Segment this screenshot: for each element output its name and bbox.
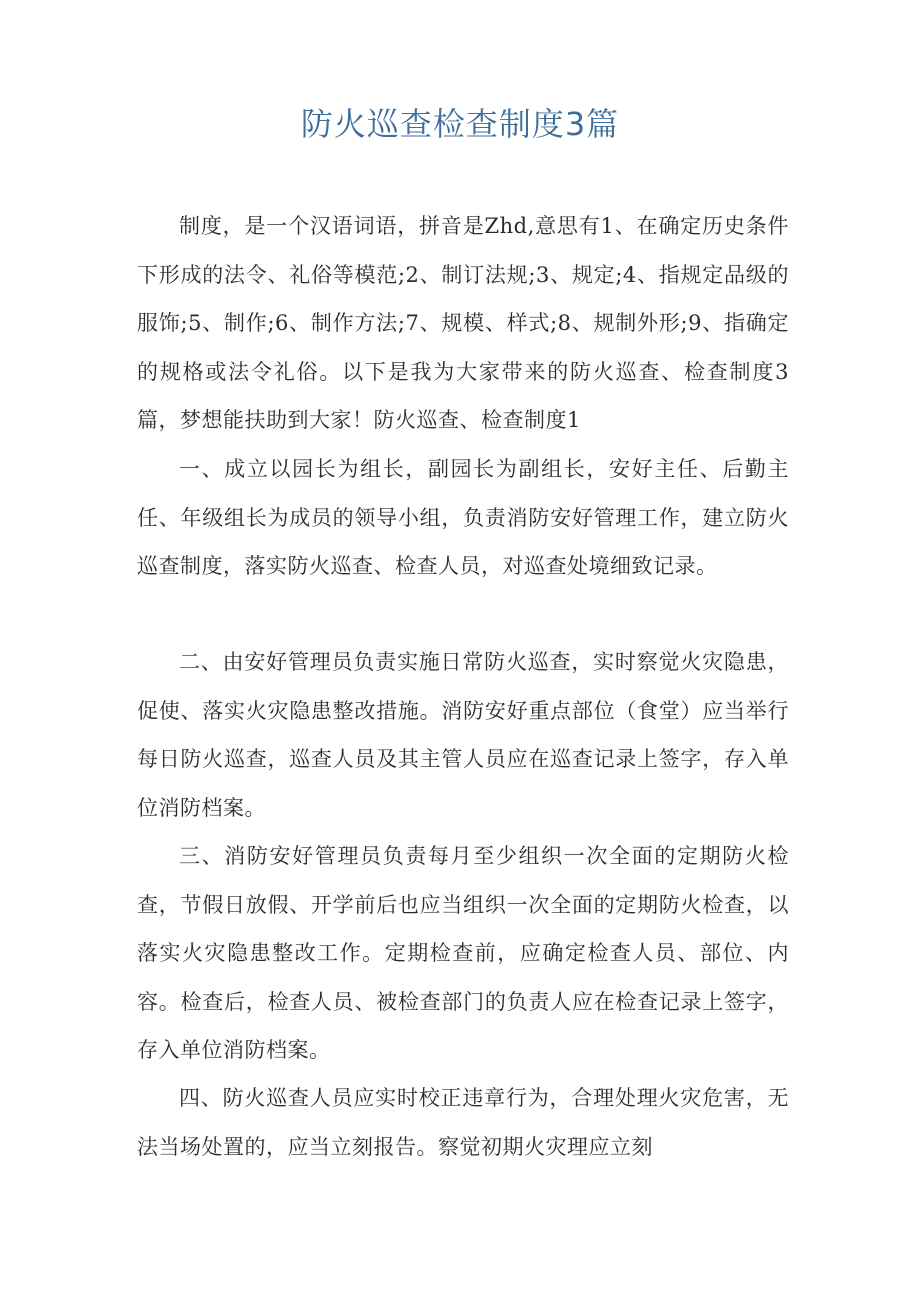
document-title: 防火巡查检查制度3篇 — [300, 105, 620, 143]
paragraph-text: 四、防火巡查人员应实时校正违章行为，合理处理火灾危害，无法当场处置的，应当立刻报告。察觉初期火灾理应立刻 — [137, 1086, 789, 1159]
paragraph-text: 三、消防安好管理员负责每月至少组织一次全面的定期防火检查，节假日放假、开学前后也应当组织一次全面的定期防火检查，以落实火灾隐患整改工作。定期检查前，应确定检查人员、部位、内容。检查后，检查人员、被检查部门的负责人应在检查记录上签字，存入单位消防档案。 — [137, 844, 789, 1062]
paragraph-text: 制度，是一个汉语词语，拼音是Zhd,意思有1、在确定历史条件下形成的法令、礼俗等模范;2、制订法规;3、规定;4、指规定品级的服饰;5、制作;6、制作方法;7、规模、样式;8、规制外形;9、指确定的规格或法令礼俗。以下是我为大家带来的防火巡查、检查制度3篇，梦想能扶助到大家！防火巡查、检查制度1 — [137, 214, 789, 432]
document-body-paragraph-2 — [137, 445, 789, 591]
document-body-paragraph-1 — [137, 202, 789, 445]
document-body-paragraph-3 — [137, 638, 789, 832]
document-body-paragraph-5 — [137, 1074, 789, 1171]
paragraph-text: 二、由安好管理员负责实施日常防火巡查，实时察觉火灾隐患，促使、落实火灾隐患整改措施。消防安好重点部位（食堂）应当举行每日防火巡查，巡查人员及其主管人员应在巡查记录上签字，存入单位消防档案。 — [137, 650, 789, 820]
paragraph-text: 一、成立以园长为组长，副园长为副组长，安好主任、后勤主任、年级组长为成员的领导小组，负责消防安好管理工作，建立防火巡查制度，落实防火巡查、检查人员，对巡查处境细致记录。 — [137, 457, 789, 578]
document-body-paragraph-4 — [137, 832, 789, 1075]
